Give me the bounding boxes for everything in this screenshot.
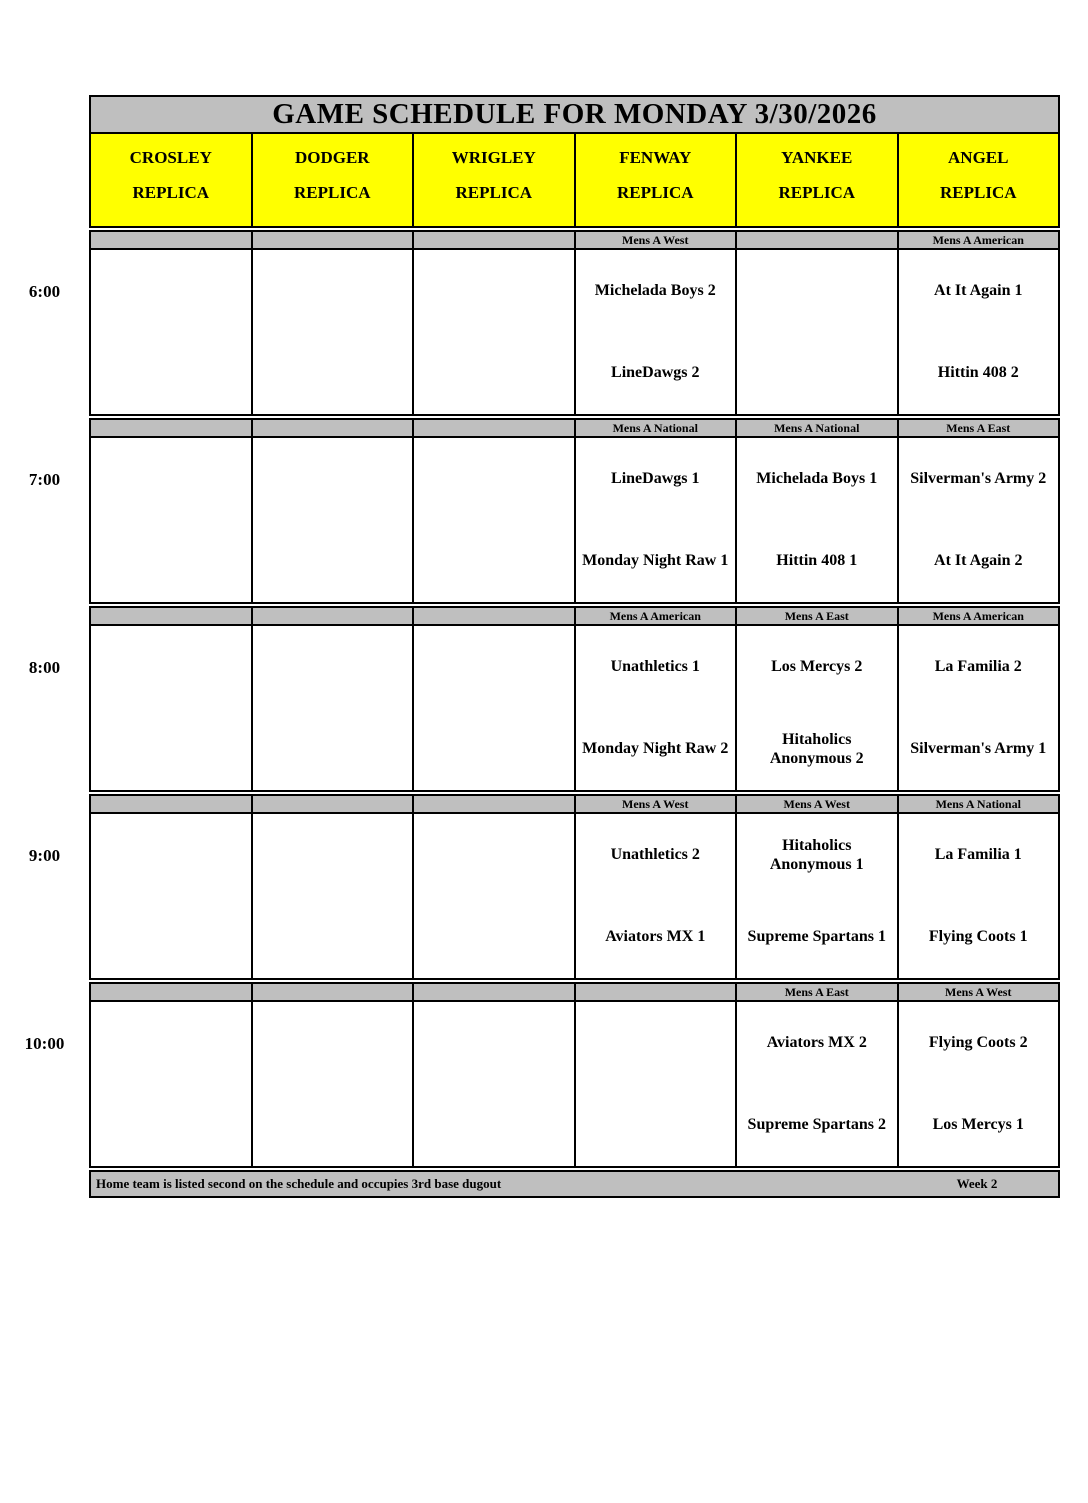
game-row-600 [0,249,1059,415]
home-team: Silverman's Army 1 [910,740,1047,758]
gutter-cell [0,795,90,813]
home-team [253,708,413,790]
away-team [253,438,413,520]
away-team [91,438,251,520]
game-cell [413,437,575,603]
away-team [253,1002,413,1084]
time-label: 9:00 [28,846,61,865]
field-subname: REPLICA [455,183,532,202]
game-cell [90,625,252,791]
home-team: Monday Night Raw 2 [582,740,729,758]
home-team [253,1084,413,1166]
division-cell [413,231,575,249]
gutter-cell [0,1171,90,1197]
home-team: Aviators MX 1 [605,928,706,946]
division-cell: Mens A West [898,983,1060,1001]
time-label: 10:00 [24,1034,65,1053]
game-row-800 [0,625,1059,791]
division-cell [413,795,575,813]
game-cell [413,625,575,791]
gutter-cell [0,419,90,437]
game-cell [736,625,898,791]
division-cell [413,419,575,437]
field-subname: REPLICA [778,183,855,202]
footer-bar [90,1171,1059,1197]
away-team: Michelada Boys 1 [756,470,878,488]
game-cell [413,249,575,415]
game-cell [90,437,252,603]
home-team: Hittin 408 1 [776,552,858,570]
page-title: GAME SCHEDULE FOR MONDAY 3/30/2026 [90,96,1059,133]
home-team [91,332,251,414]
home-team [253,520,413,602]
field-name: DODGER [294,148,370,167]
game-cell [252,813,414,979]
away-team: Michelada Boys 2 [594,282,716,300]
time-label: 6:00 [28,282,61,301]
home-team [414,708,574,790]
game-cell [575,437,737,603]
home-team: Monday Night Raw 1 [582,552,729,570]
game-cell [575,813,737,979]
game-cell [898,1001,1060,1167]
field-subname: REPLICA [616,183,694,202]
game-cell [252,437,414,603]
game-cell [898,625,1060,791]
home-team [576,1084,736,1166]
home-team [414,1084,574,1166]
game-cell [90,1001,252,1167]
division-cell: Mens A American [898,231,1060,249]
division-cell [90,231,252,249]
home-team: Flying Coots 1 [928,928,1028,946]
schedule-table [0,95,1060,1198]
field-name: CROSLEY [129,148,212,167]
division-cell: Mens A National [898,795,1060,813]
division-cell: Mens A West [736,795,898,813]
away-team [414,814,574,896]
game-cell [575,249,737,415]
home-team: Hittin 408 2 [937,364,1019,382]
division-cell [90,983,252,1001]
game-cell [736,437,898,603]
game-cell [90,813,252,979]
division-cell [90,419,252,437]
home-team: Supreme Spartans 2 [747,1116,886,1134]
field-subname: REPLICA [293,183,371,202]
division-row-1000 [0,983,1059,1001]
division-cell: Mens A East [736,983,898,1001]
division-cell: Mens A East [736,607,898,625]
home-team [91,896,251,978]
division-cell [413,607,575,625]
division-cell [736,231,898,249]
field-header-row [0,133,1059,227]
home-team [253,896,413,978]
division-cell [252,231,414,249]
away-team [414,250,574,332]
field-name: ANGEL [948,148,1009,167]
home-team: LineDawgs 2 [611,364,700,382]
field-header-wrigley [413,133,575,227]
division-cell: Mens A West [575,231,737,249]
division-cell [252,419,414,437]
home-team: Los Mercys 1 [932,1116,1024,1134]
division-row-800 [0,607,1059,625]
away-team [91,626,251,708]
game-cell [898,249,1060,415]
division-cell [252,795,414,813]
field-name: FENWAY [619,148,692,167]
away-team [414,1002,574,1084]
away-team [91,814,251,896]
away-team: Unathletics 2 [610,846,700,864]
game-cell [575,1001,737,1167]
home-team [737,332,897,414]
division-cell: Mens A West [575,795,737,813]
away-team [253,626,413,708]
gutter-cell [0,133,90,227]
division-row-900 [0,795,1059,813]
game-cell [898,437,1060,603]
game-cell [252,249,414,415]
home-team: Hitaholics Anonymous 2 [769,730,864,767]
game-cell [413,813,575,979]
game-cell [413,1001,575,1167]
division-cell: Mens A American [575,607,737,625]
field-header-angel [898,133,1060,227]
title-row [0,96,1059,133]
field-name: YANKEE [781,148,853,167]
away-team [414,438,574,520]
game-cell [736,1001,898,1167]
away-team: Los Mercys 2 [771,658,863,676]
away-team [91,1002,251,1084]
division-cell [575,983,737,1001]
away-team [253,814,413,896]
division-cell [90,795,252,813]
division-row-600 [0,231,1059,249]
field-name: WRIGLEY [451,148,536,167]
away-team: Hitaholics Anonymous 1 [769,836,864,873]
away-team [737,250,897,332]
game-cell [252,1001,414,1167]
gutter-cell [0,607,90,625]
game-row-900 [0,813,1059,979]
division-row-700 [0,419,1059,437]
division-cell [413,983,575,1001]
away-team: La Familia 2 [934,658,1022,676]
home-team [414,332,574,414]
game-cell [252,625,414,791]
footer-row [0,1171,1059,1197]
away-team [91,250,251,332]
game-row-700 [0,437,1059,603]
home-team [91,1084,251,1166]
away-team: Unathletics 1 [610,658,700,676]
home-team [414,896,574,978]
game-cell [736,249,898,415]
game-row-1000 [0,1001,1059,1167]
game-cell [736,813,898,979]
division-cell [252,983,414,1001]
gutter-cell [0,983,90,1001]
game-cell [90,249,252,415]
field-header-fenway [575,133,737,227]
field-header-dodger [252,133,414,227]
away-team: Silverman's Army 2 [910,470,1047,488]
division-cell: Mens A East [898,419,1060,437]
division-cell [252,607,414,625]
time-label: 8:00 [28,658,61,677]
home-team [414,520,574,602]
home-team [253,332,413,414]
field-header-yankee [736,133,898,227]
footer-note: Home team is listed second on the schedule and occupies 3rd base dugout [96,1176,502,1191]
away-team: Aviators MX 2 [766,1034,867,1052]
away-team: Flying Coots 2 [928,1034,1028,1052]
division-cell: Mens A National [575,419,737,437]
away-team [253,250,413,332]
field-header-crosley [90,133,252,227]
away-team: LineDawgs 1 [611,470,700,488]
home-team [91,520,251,602]
division-cell [90,607,252,625]
field-subname: REPLICA [132,183,209,202]
home-team: Supreme Spartans 1 [747,928,886,946]
division-cell: Mens A National [736,419,898,437]
week-label: Week 2 [956,1176,998,1191]
home-team: At It Again 2 [934,552,1023,570]
gutter-cell [0,96,90,133]
away-team: At It Again 1 [934,282,1023,300]
away-team [576,1002,736,1084]
away-team: La Familia 1 [934,846,1022,864]
game-cell [898,813,1060,979]
division-cell: Mens A American [898,607,1060,625]
game-cell [575,625,737,791]
time-label: 7:00 [28,470,61,489]
home-team [91,708,251,790]
away-team [414,626,574,708]
field-subname: REPLICA [939,183,1017,202]
gutter-cell [0,231,90,249]
